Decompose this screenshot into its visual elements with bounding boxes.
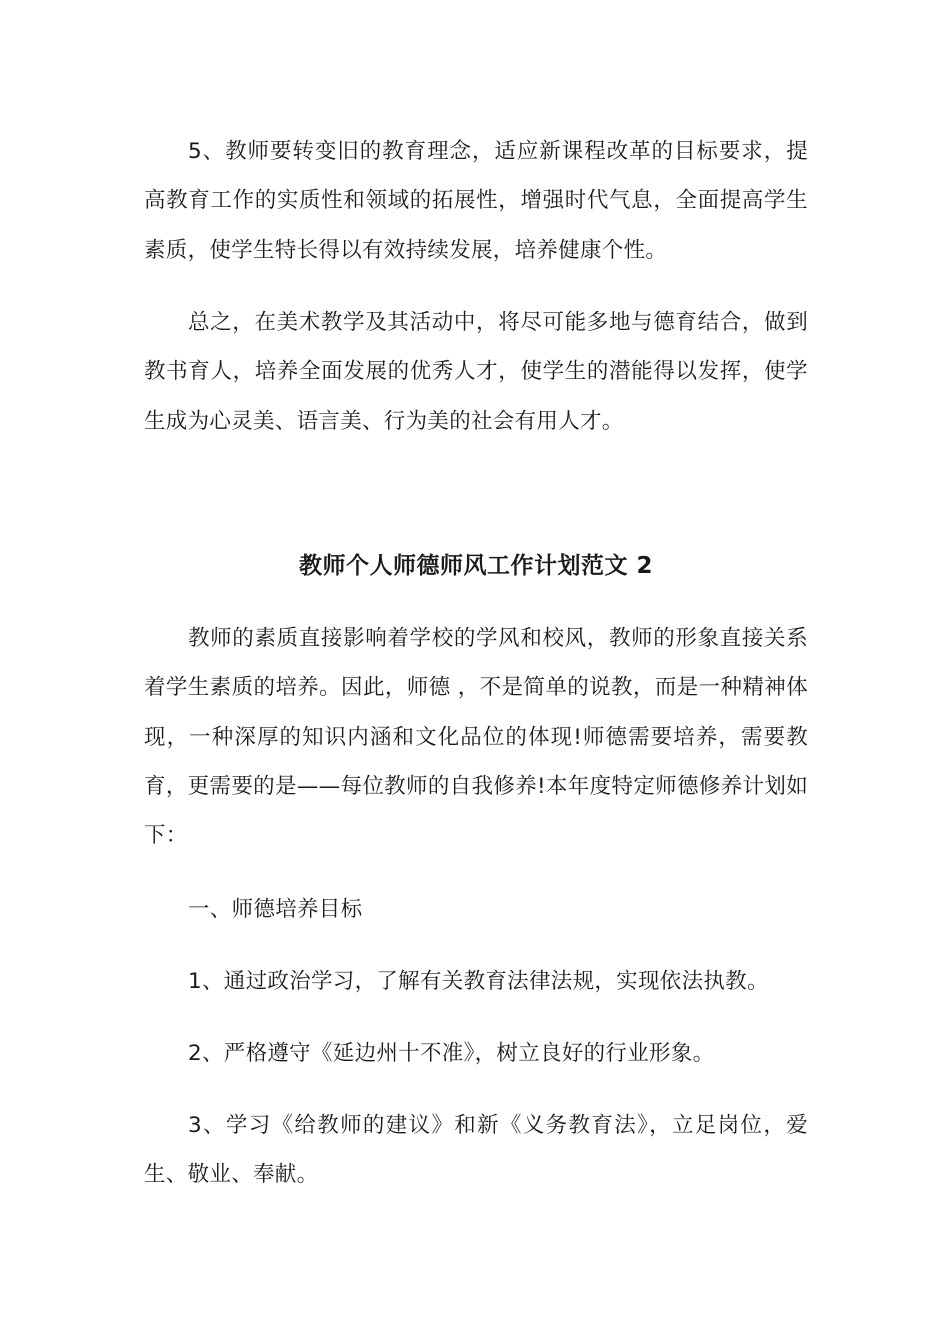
paragraph-intro: 教师的素质直接影响着学校的学风和校风，教师的形象直接关系着学生素质的培养。因此，师德 ，不是简单的说教，而是一种精神体现，一种深厚的知识内涵和文化品位的体现!师德需要培养，需要教育，更需要的是——每位教师的自我修养!本年度特定师德修养计划如下：	[144, 626, 808, 849]
paragraph-goal-title: 一、师德培养目标	[188, 897, 363, 922]
paragraph-summary: 总之，在美术教学及其活动中，将尽可能多地与德育结合，做到教书育人，培养全面发展的优秀人才，使学生的潜能得以发挥，使学生成为心灵美、语言美、行为美的社会有用人才。	[144, 310, 808, 434]
section-heading: 教师个人师德师风工作计划范文 2	[298, 553, 653, 579]
paragraph-teacher-concept: 5、教师要转变旧的教育理念，适应新课程改革的目标要求，提高教育工作的实质性和领域的拓展性，增强时代气息，全面提高学生素质，使学生特长得以有效持续发展，培养健康个性。	[144, 139, 808, 263]
paragraph-goal-3: 3、学习《给教师的建议》和新《义务教育法》，立足岗位，爱生、敬业、奉献。	[144, 1113, 808, 1188]
paragraph-goal-1: 1、通过政治学习，了解有关教育法律法规，实现依法执教。	[188, 969, 769, 994]
paragraph-goal-2: 2、严格遵守《延边州十不准》，树立良好的行业形象。	[188, 1041, 715, 1066]
